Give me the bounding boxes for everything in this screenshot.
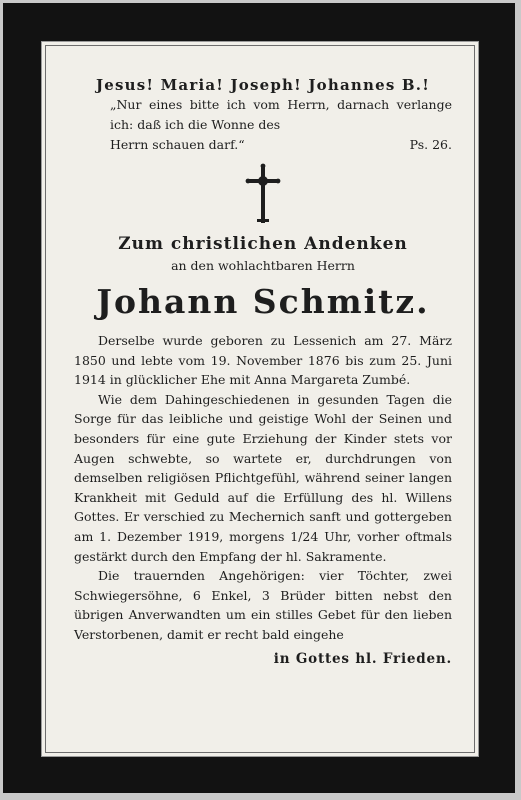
latin-cross-icon bbox=[245, 163, 281, 225]
biography-paragraph: Derselbe wurde geboren zu Lessenich am 27. März 1850 und lebte vom 19. November 1876 bis zum 25. Juni 1914 in glücklicher Ehe mit Anna Margareta Zumbé. bbox=[74, 333, 452, 388]
bible-quote-last-line: Herrn schauen darf.“ bbox=[110, 137, 245, 152]
dedication-title: Zum christlichen Andenken bbox=[118, 234, 408, 254]
bible-quote-end bbox=[110, 135, 452, 155]
dedication-subtitle: an den wohlachtbaren Herrn bbox=[171, 258, 355, 273]
mourners-paragraph: Die trauernden Angehörigen: vier Töchter, zwei Schwiegersöhne, 6 Enkel, 3 Brüder bitten nebst den übrigen Anverwandten um ein stilles Gebet für den lieben Verstorbenen, damit er recht bald eingehe bbox=[74, 568, 452, 642]
memorial-card bbox=[3, 3, 515, 793]
remembrance-paragraph: Wie dem Dahingeschiedenen in gesunden Tagen die Sorge für das leibliche und geistige Wohl der Seinen und besonders für eine gute Erziehung der Kinder stets vor Augen schwebte, so wartete er, durchdrungen von demselben religiösen Pflichtgefühl, während seiner langen Krankheit mit Geduld auf die Erfüllung des hl. Willens Gottes. Er verschied zu Mechernich sanft und gottergeben am 1. Dezember 1919, morgens 1/24 Uhr, vorher oftmals gestärkt durch den Empfang der hl. Sakramente. bbox=[74, 391, 452, 564]
card-content bbox=[74, 75, 452, 667]
card-inner-panel bbox=[41, 41, 479, 757]
deceased-name: Johann Schmitz. bbox=[96, 282, 430, 321]
invocation-header: Jesus! Maria! Joseph! Johannes B.! bbox=[95, 76, 431, 94]
bible-quote-reference: Ps. 26. bbox=[409, 137, 452, 152]
closing-line: in Gottes hl. Frieden. bbox=[273, 650, 452, 667]
bible-quote: „Nur eines bitte ich vom Herrn, darnach verlange ich: daß ich die Wonne des bbox=[110, 97, 452, 132]
